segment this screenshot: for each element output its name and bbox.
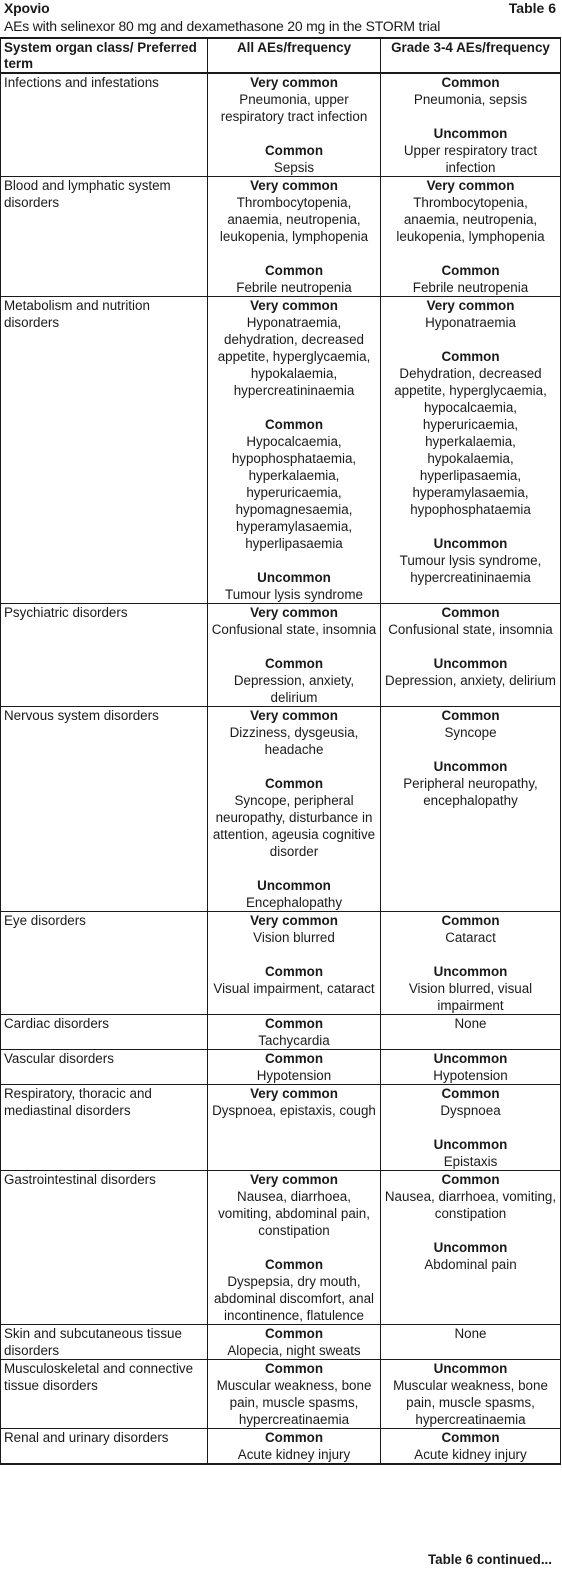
preferred-terms: Muscular weakness, bone pain, muscle spasms, hypercreatinaemia (216, 1378, 372, 1427)
frequency-category: Common (264, 1051, 324, 1066)
frequency-block (384, 535, 557, 586)
preferred-terms: Pneumonia, upper respiratory tract infection (220, 92, 368, 124)
preferred-terms: Syncope (444, 725, 497, 740)
table-row (1, 1325, 561, 1360)
frequency-block (384, 297, 557, 331)
column-header-all-aes: All AEs/frequency (208, 38, 381, 73)
preferred-terms: Alopecia, night sweats (227, 1343, 361, 1358)
frequency-category: Very common (250, 913, 338, 928)
preferred-terms: Tumour lysis syndrome (225, 587, 363, 602)
preferred-terms: Depression, anxiety, delirium (385, 673, 556, 688)
preferred-terms: Acute kidney injury (237, 1447, 351, 1462)
preferred-terms: Febrile neutropenia (412, 280, 529, 295)
frequency-category: Very common (426, 178, 515, 193)
preferred-terms: Visual impairment, cataract (213, 981, 375, 996)
grade-3-4-cell (381, 1171, 561, 1325)
preferred-terms: Dyspepsia, dry mouth, abdominal discomfort, anal incontinence, flatulence (213, 1274, 375, 1323)
frequency-block (384, 1171, 557, 1222)
frequency-block (211, 963, 377, 997)
frequency-category: Very common (250, 75, 338, 90)
grade-3-4-cell (381, 1360, 561, 1429)
frequency-category: Common (264, 1430, 324, 1445)
grade-3-4-cell (381, 177, 561, 297)
preferred-terms: Tumour lysis syndrome, hypercreatininaemia (399, 553, 542, 585)
frequency-block (384, 1136, 557, 1170)
frequency-block (211, 74, 377, 125)
table-number: Table 6 (508, 0, 556, 16)
preferred-terms: Confusional state, insomnia (211, 622, 377, 637)
frequency-category: Very common (250, 178, 338, 193)
all-aes-cell (208, 1050, 381, 1085)
all-aes-cell (208, 297, 381, 604)
frequency-block (211, 1256, 377, 1324)
frequency-block (384, 74, 557, 108)
frequency-category: Common (441, 708, 500, 723)
preferred-terms: Thrombocytopenia, anaemia, neutropenia, leukopenia, lymphopenia (396, 195, 545, 244)
all-aes-cell (208, 1085, 381, 1171)
organ-class-cell: Eye disorders (1, 912, 208, 1015)
preferred-terms: Acute kidney injury (414, 1447, 527, 1462)
frequency-block (211, 142, 377, 176)
frequency-block (211, 1050, 377, 1084)
all-aes-cell (208, 912, 381, 1015)
preferred-terms: Dyspnoea, epistaxis, cough (212, 1103, 376, 1118)
frequency-block (211, 1429, 377, 1463)
organ-class-cell: Infections and infestations (1, 73, 208, 177)
frequency-category: Uncommon (433, 126, 508, 141)
preferred-terms: Depression, anxiety, delirium (233, 673, 355, 705)
all-aes-cell (208, 1171, 381, 1325)
table-row (1, 912, 561, 1015)
frequency-category: Common (441, 1086, 500, 1101)
frequency-category: Uncommon (433, 1051, 508, 1066)
frequency-category: Common (441, 605, 500, 620)
table-header-row (1, 38, 561, 73)
preferred-terms: Pneumonia, sepsis (413, 92, 528, 107)
grade-3-4-cell (381, 73, 561, 177)
preferred-terms: Vision blurred (253, 930, 335, 945)
frequency-category: Common (264, 1257, 324, 1272)
table-row (1, 1085, 561, 1171)
frequency-block (211, 569, 377, 603)
frequency-category: Uncommon (433, 1137, 508, 1152)
table-subtitle: AEs with selinexor 80 mg and dexamethasone 20 mg in the STORM trial (4, 18, 441, 34)
frequency-block (211, 262, 377, 296)
all-aes-cell (208, 604, 381, 707)
frequency-block (211, 877, 377, 911)
organ-class-cell: Respiratory, thoracic and mediastinal disorders (1, 1085, 208, 1171)
preferred-terms: Febrile neutropenia (236, 280, 352, 295)
frequency-block (384, 262, 557, 296)
frequency-category: Uncommon (257, 570, 331, 585)
table-row (1, 73, 561, 177)
frequency-block (384, 1239, 557, 1273)
frequency-block (211, 655, 377, 706)
table-row (1, 1015, 561, 1050)
grade-3-4-cell (381, 1325, 561, 1360)
preferred-terms: Nausea, diarrhoea, vomiting, constipation (384, 1189, 557, 1221)
frequency-category: Very common (426, 298, 515, 313)
table-row (1, 707, 561, 912)
frequency-category: Common (441, 913, 500, 928)
grade-3-4-cell (381, 1429, 561, 1465)
frequency-category: Uncommon (257, 878, 331, 893)
frequency-category: Common (264, 776, 324, 791)
organ-class-cell: Psychiatric disorders (1, 604, 208, 707)
frequency-category: Uncommon (433, 1240, 508, 1255)
organ-class-cell: Renal and urinary disorders (1, 1429, 208, 1465)
frequency-category: Common (264, 263, 324, 278)
preferred-terms: Confusional state, insomnia (388, 622, 553, 637)
frequency-block (384, 912, 557, 946)
frequency-block (384, 1015, 557, 1032)
frequency-category: Very common (250, 298, 338, 313)
grade-3-4-cell (381, 1050, 561, 1085)
frequency-category: Very common (250, 1172, 338, 1187)
preferred-terms: Thrombocytopenia, anaemia, neutropenia, leukopenia, lymphopenia (219, 195, 369, 244)
frequency-category: Uncommon (433, 759, 508, 774)
frequency-category: Uncommon (433, 536, 508, 551)
frequency-block (211, 1171, 377, 1239)
column-header-grade-3-4: Grade 3-4 AEs/frequency (381, 38, 561, 73)
frequency-block (211, 297, 377, 399)
frequency-category: Common (264, 143, 324, 158)
grade-3-4-cell (381, 297, 561, 604)
organ-class-cell: Blood and lymphatic system disorders (1, 177, 208, 297)
all-aes-cell (208, 1325, 381, 1360)
preferred-terms: Vision blurred, visual impairment (408, 981, 533, 1013)
preferred-terms: Tachycardia (258, 1033, 330, 1048)
frequency-block (384, 1085, 557, 1119)
frequency-block (211, 177, 377, 245)
frequency-block (211, 1015, 377, 1049)
table-row (1, 1429, 561, 1465)
frequency-block (211, 1360, 377, 1428)
preferred-terms: Encephalopathy (245, 895, 343, 910)
preferred-terms: Peripheral neuropathy, encephalopathy (403, 776, 538, 808)
preferred-terms: Dizziness, dysgeusia, headache (229, 725, 359, 757)
preferred-terms: Sepsis (273, 160, 315, 175)
organ-class-cell: Cardiac disorders (1, 1015, 208, 1050)
organ-class-cell: Musculoskeletal and connective tissue disorders (1, 1360, 208, 1429)
frequency-block (384, 655, 557, 689)
preferred-terms: Hyponatraemia, dehydration, decreased appetite, hyperglycaemia, hypokalaemia, hypercreatininaemia (217, 315, 371, 398)
grade-3-4-cell (381, 1015, 561, 1050)
adverse-events-table (0, 37, 561, 1465)
preferred-terms: Hypocalcaemia, hypophosphataemia, hyperkalaemia, hyperuricaemia, hypomagnesaemia, hyperamylasaemia, hyperlipasaemia (231, 434, 357, 551)
frequency-category: Uncommon (433, 1361, 508, 1376)
organ-class-cell: Metabolism and nutrition disorders (1, 297, 208, 604)
frequency-category: Common (441, 1172, 500, 1187)
preferred-terms: None (454, 1326, 487, 1341)
frequency-category: Uncommon (433, 964, 508, 979)
frequency-block (384, 963, 557, 1014)
organ-class-cell: Gastrointestinal disorders (1, 1171, 208, 1325)
table-row (1, 177, 561, 297)
table-row (1, 1171, 561, 1325)
frequency-block (211, 1085, 377, 1119)
all-aes-cell (208, 707, 381, 912)
table-continued-note: Table 6 continued... (427, 1552, 552, 1567)
all-aes-cell (208, 1429, 381, 1465)
frequency-block (384, 1325, 557, 1342)
frequency-category: Very common (250, 605, 338, 620)
frequency-block (384, 707, 557, 741)
table-row (1, 604, 561, 707)
all-aes-cell (208, 73, 381, 177)
table-header (0, 0, 562, 38)
frequency-block (211, 707, 377, 758)
frequency-category: Very common (250, 708, 338, 723)
table-row (1, 1360, 561, 1429)
preferred-terms: Abdominal pain (424, 1257, 517, 1272)
grade-3-4-cell (381, 604, 561, 707)
preferred-terms: Dyspnoea (440, 1103, 501, 1118)
preferred-terms: Hypotension (433, 1068, 508, 1083)
preferred-terms: None (454, 1016, 487, 1031)
frequency-category: Common (264, 656, 324, 671)
organ-class-cell: Nervous system disorders (1, 707, 208, 912)
frequency-category: Common (264, 1361, 324, 1376)
preferred-terms: Syncope, peripheral neuropathy, disturbance in attention, ageusia cognitive disorder (212, 793, 376, 859)
preferred-terms: Dehydration, decreased appetite, hyperglycaemia, hypocalcaemia, hyperuricaemia, hyperkalaemia, hypokalaemia, hyperlipasaemia, hyperamylasaemia, hypophosphataemia (394, 366, 547, 517)
all-aes-cell (208, 1015, 381, 1050)
frequency-block (384, 604, 557, 638)
table-row (1, 1050, 561, 1085)
column-header-organ-class: System organ class/ Preferred term (1, 38, 208, 73)
preferred-terms: Hyponatraemia (425, 315, 516, 330)
organ-class-cell: Skin and subcutaneous tissue disorders (1, 1325, 208, 1360)
frequency-block (211, 775, 377, 860)
frequency-category: Very common (250, 1086, 338, 1101)
frequency-category: Common (441, 1430, 500, 1445)
all-aes-cell (208, 177, 381, 297)
frequency-category: Uncommon (433, 656, 508, 671)
frequency-category: Common (264, 1016, 324, 1031)
preferred-terms: Hypotension (256, 1068, 332, 1083)
preferred-terms: Upper respiratory tract infection (403, 143, 538, 175)
preferred-terms: Cataract (445, 930, 496, 945)
frequency-block (211, 604, 377, 638)
frequency-block (384, 758, 557, 809)
frequency-category: Common (441, 263, 500, 278)
grade-3-4-cell (381, 1085, 561, 1171)
drug-title: Xpovio (4, 0, 50, 16)
preferred-terms: Nausea, diarrhoea, vomiting, abdominal pain, constipation (218, 1189, 370, 1238)
frequency-block (384, 1429, 557, 1463)
preferred-terms: Epistaxis (443, 1154, 498, 1169)
frequency-block (384, 1050, 557, 1084)
frequency-category: Common (441, 349, 500, 364)
preferred-terms: Muscular weakness, bone pain, muscle spasms, hypercreatinaemia (393, 1378, 548, 1427)
frequency-category: Common (264, 1326, 324, 1341)
frequency-category: Common (264, 964, 324, 979)
frequency-block (384, 177, 557, 245)
all-aes-cell (208, 1360, 381, 1429)
frequency-block (384, 1360, 557, 1428)
table-row (1, 297, 561, 604)
frequency-block (384, 125, 557, 176)
frequency-category: Common (264, 417, 324, 432)
organ-class-cell: Vascular disorders (1, 1050, 208, 1085)
table-body (1, 73, 561, 1464)
frequency-block (211, 1325, 377, 1359)
grade-3-4-cell (381, 912, 561, 1015)
frequency-block (211, 416, 377, 552)
frequency-block (211, 912, 377, 946)
frequency-category: Common (441, 75, 500, 90)
grade-3-4-cell (381, 707, 561, 912)
frequency-block (384, 348, 557, 518)
